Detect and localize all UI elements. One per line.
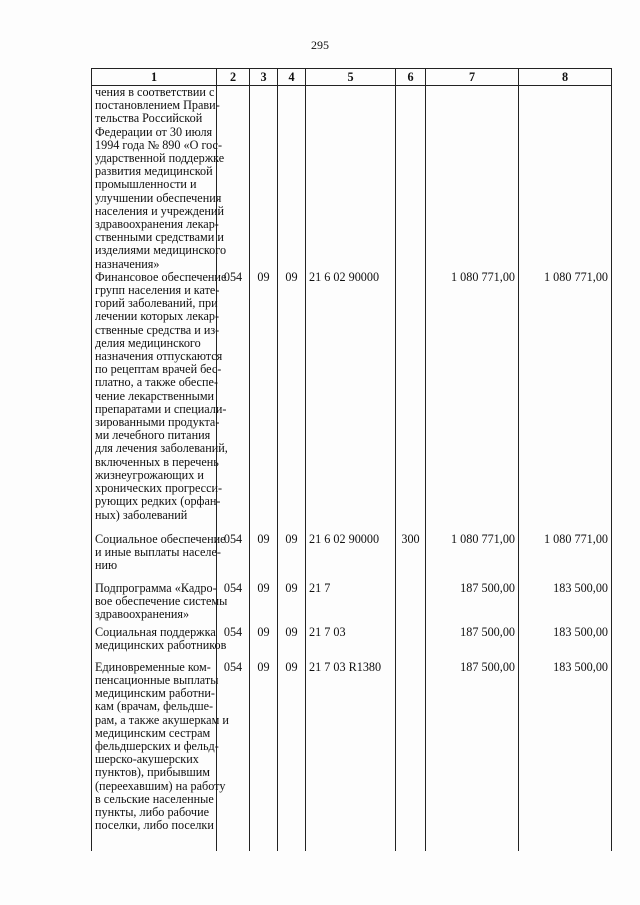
item-name-line: здравоохранения лекар- (95, 217, 219, 232)
item-name-cell (92, 531, 226, 582)
target-code-cell: 21 7 (306, 582, 396, 626)
item-name-line: групп населения и кате- (95, 283, 220, 298)
item-name-line: промышленности и (95, 177, 197, 192)
column-header: 5 (306, 69, 396, 86)
item-name-line: назначения» (95, 256, 160, 271)
section-code-cell: 09 (250, 582, 278, 626)
item-name-line: Единовременные ком- (95, 659, 211, 674)
item-name-line: медицинским сестрам (95, 725, 211, 740)
ministry-code-cell: 054 (217, 582, 250, 626)
ministry-code-cell: 054 (217, 626, 250, 661)
subsection-code-cell: 09 (278, 271, 306, 533)
item-name-line: включенных в перечень (95, 454, 219, 469)
item-name-line: в сельские населенные (95, 791, 214, 806)
subsection-code-cell: 09 (278, 582, 306, 626)
item-name-line: Подпрограмма «Кадро- (95, 580, 217, 595)
ministry-code-cell: 054 (217, 271, 250, 533)
item-name-line: ственными средствами и (95, 230, 224, 245)
column-header: 2 (217, 69, 250, 86)
item-name-line: ударственной поддержке (95, 151, 225, 166)
amount-year1-cell: 187 500,00 (426, 626, 519, 661)
item-name-line: ми лечебного питания (95, 428, 211, 443)
item-name-line: Финансовое обеспечение (95, 269, 227, 284)
section-code-cell: 09 (250, 626, 278, 661)
item-name-line: здравоохранения» (95, 607, 190, 622)
header-row (92, 69, 612, 86)
table-row (92, 582, 612, 626)
subsection-code-cell: 09 (278, 661, 306, 851)
item-name-line: жизнеугрожающих и (95, 467, 204, 482)
table-row (92, 271, 612, 533)
item-name-line: зированными продукта- (95, 415, 220, 430)
ministry-code-cell: 054 (217, 661, 250, 851)
amount-year1-cell (426, 86, 519, 271)
item-name-line: 1994 года № 890 «О гос- (95, 137, 223, 152)
item-name-line: препаратами и специали- (95, 401, 227, 416)
expense-type-cell (396, 582, 426, 626)
column-header: 4 (278, 69, 306, 86)
item-name-cell (92, 624, 227, 661)
amount-year1-cell: 1 080 771,00 (426, 533, 519, 582)
target-code-cell: 21 6 02 90000 (306, 271, 396, 533)
column-header: 1 (92, 69, 217, 86)
amount-year1-cell: 187 500,00 (426, 582, 519, 626)
subsection-code-cell (278, 86, 306, 271)
item-name-line: Федерации от 30 июля (95, 124, 213, 139)
item-name-cell (92, 659, 229, 851)
amount-year2-cell (519, 86, 612, 271)
amount-year1-cell: 1 080 771,00 (426, 271, 519, 533)
item-name-line: рующих редких (орфан- (95, 494, 221, 509)
item-name-line: хронических прогресси- (95, 481, 223, 496)
page-number: 295 (311, 38, 329, 52)
item-name-line: пунктов), прибывшим (95, 765, 210, 780)
item-name-line: по рецептам врачей бес- (95, 362, 222, 377)
item-name-line: пункты, либо рабочие (95, 805, 209, 820)
subsection-code-cell: 09 (278, 626, 306, 661)
item-name-line: медицинских работников (95, 638, 227, 653)
expense-type-cell: 300 (396, 533, 426, 582)
target-code-cell: 21 7 03 (306, 626, 396, 661)
item-name-line: кам (врачам, фельдше- (95, 699, 214, 714)
table-row (92, 533, 612, 582)
ministry-code-cell: 054 (217, 533, 250, 582)
amount-year1-cell: 187 500,00 (426, 661, 519, 851)
item-name-line: и иные выплаты населе- (95, 545, 221, 560)
item-name-line: постановлением Прави- (95, 98, 220, 113)
budget-table (91, 68, 612, 851)
item-name-line: населения и учреждений (95, 203, 224, 218)
item-name-line: развития медицинской (95, 164, 213, 179)
item-name-cell (92, 85, 227, 271)
table-row (92, 626, 612, 661)
expense-type-cell (396, 86, 426, 271)
item-name-line: делия медицинского (95, 335, 201, 350)
column-header: 6 (396, 69, 426, 86)
item-name-line: шерско-акушерских (95, 752, 199, 767)
amount-year2-cell: 183 500,00 (519, 626, 612, 661)
target-code-cell (306, 86, 396, 271)
target-code-cell: 21 6 02 90000 (306, 533, 396, 582)
section-code-cell: 09 (250, 661, 278, 851)
item-name-line: чения в соответствии с (95, 85, 215, 99)
expense-type-cell (396, 626, 426, 661)
item-name-line: (переехавшим) на работу (95, 778, 226, 793)
table-row (92, 661, 612, 851)
section-code-cell (250, 86, 278, 271)
item-name-line: тельства Российской (95, 111, 203, 126)
item-name-line: вое обеспечение системы (95, 594, 228, 609)
amount-year2-cell: 183 500,00 (519, 582, 612, 626)
item-name-line: платно, а также обеспе- (95, 375, 218, 390)
item-name-line: лечении которых лекар- (95, 309, 220, 324)
item-name-line: чение лекарственными (95, 388, 215, 403)
item-name-line: рам, а также акушеркам и (95, 712, 229, 727)
expense-type-cell (396, 661, 426, 851)
item-name-line: ных) заболеваний (95, 507, 188, 522)
amount-year2-cell: 1 080 771,00 (519, 271, 612, 533)
table-row (92, 86, 612, 271)
item-name-line: ственные средства и из- (95, 322, 220, 337)
item-name-line: для лечения заболеваний, (95, 441, 228, 456)
column-header: 3 (250, 69, 278, 86)
amount-year2-cell: 183 500,00 (519, 661, 612, 851)
amount-year2-cell: 1 080 771,00 (519, 533, 612, 582)
item-name-line: медицинским работни- (95, 686, 215, 701)
item-name-line: изделиями медицинского (95, 243, 227, 258)
item-name-cell (92, 580, 228, 626)
item-name-line: Социальное обеспечение (95, 531, 226, 546)
expense-type-cell (396, 271, 426, 533)
target-code-cell: 21 7 03 R1380 (306, 661, 396, 851)
column-header: 8 (519, 69, 612, 86)
section-code-cell: 09 (250, 533, 278, 582)
item-name-line: пенсационные выплаты (95, 673, 219, 688)
item-name-line: поселки, либо поселки (95, 818, 214, 833)
item-name-cell (92, 269, 228, 533)
item-name-line: нию (95, 558, 118, 573)
item-name-line: горий заболеваний, при (95, 296, 218, 311)
subsection-code-cell: 09 (278, 533, 306, 582)
item-name-line: Социальная поддержка (95, 624, 216, 639)
column-header: 7 (426, 69, 519, 86)
section-code-cell: 09 (250, 271, 278, 533)
item-name-line: назначения отпускаются (95, 349, 223, 364)
item-name-line: фельдшерских и фельд- (95, 739, 219, 754)
item-name-line: улучшении обеспечения (95, 190, 222, 205)
